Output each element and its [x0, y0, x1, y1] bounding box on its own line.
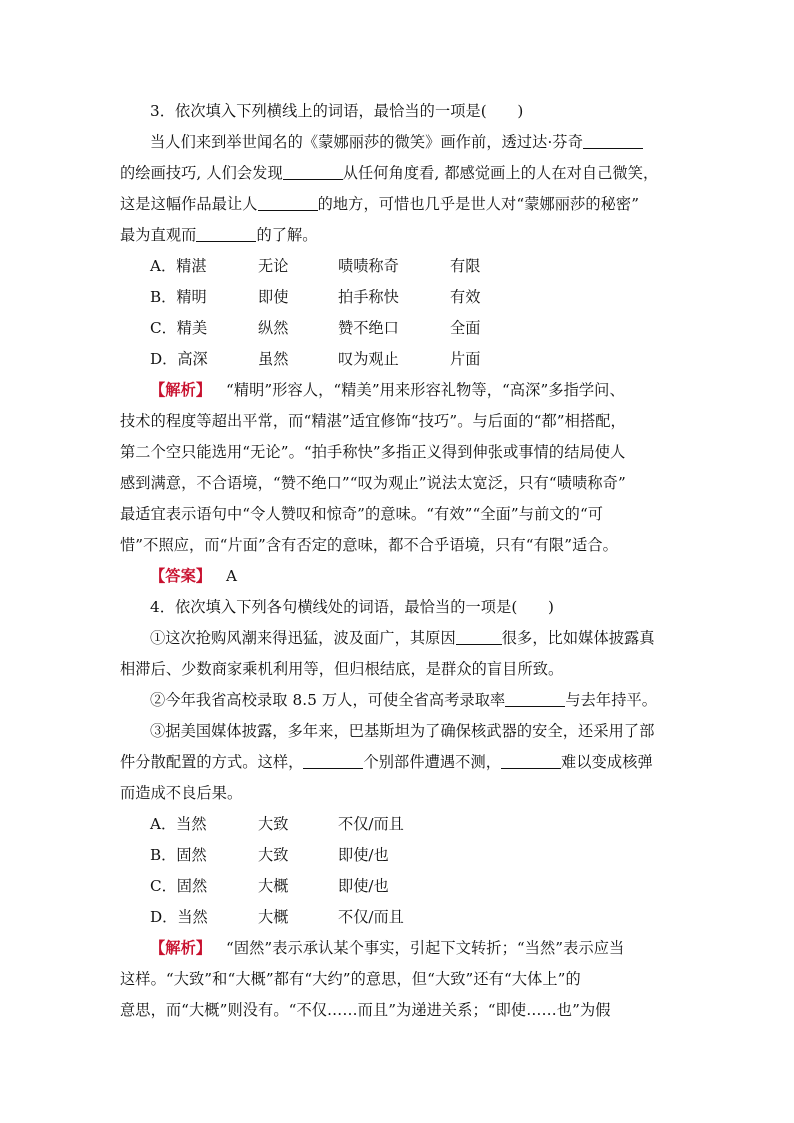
analysis-tag: 【解析】 [150, 381, 212, 399]
q4-blank-4 [501, 749, 561, 769]
q3-blank-4 [196, 222, 256, 242]
q3-passage-line-2: 的绘画技巧, 人们会发现 从任何角度看, 都感觉画上的人在对自己微笑， [120, 158, 676, 189]
q4-option-d: D．当然 大概 不仅/而且 [150, 908, 404, 926]
q3-analysis-line-4: 感到满意，不合语境，“赞不绝口”“叹为观止”说法太宽泛，只有“啧啧称奇” [120, 474, 626, 492]
q3-passage-line-1: 当人们来到举世闻名的《蒙娜丽莎的微笑》画作前，透过达·芬奇 [120, 127, 676, 158]
q3-option-b: B．精明 即使 拍手称快 有效 [150, 288, 481, 306]
q3-blank-1 [583, 129, 643, 149]
q3-analysis-line-2: 技术的程度等超出平常，而“精湛”适宜修饰“技巧”。与后面的“都”相搭配， [120, 412, 626, 430]
q4-analysis-line-2: 这样。“大致”和“大概”都有“大约”的意思，但“大致”还有“大体上”的 [120, 970, 581, 988]
q3-passage-line-3: 这是这幅作品最让人 的地方，可惜也几乎是世人对“蒙娜丽莎的秘密” [120, 189, 676, 220]
q4-option-a: A．当然 大致 不仅/而且 [150, 815, 404, 833]
answer-tag: 【答案】 [150, 567, 212, 585]
q4-blank-3 [303, 749, 363, 769]
document-content [120, 96, 676, 1026]
q3-analysis-line-3: 第二个空只能选用“无论”。“拍手称快”多指正义得到伸张或事情的结局使人 [120, 443, 626, 461]
q3-analysis-line-6: 惜”不照应，而“片面”含有否定的意味，都不合乎语境，只有“有限”适合。 [120, 536, 618, 554]
q4-option-c: C．固然 大概 即使/也 [150, 877, 389, 895]
q3-option-c: C．精美 纵然 赞不绝口 全面 [150, 319, 481, 337]
q4-blank-2 [505, 687, 565, 707]
q4-sentence-3-line-2: 件分散配置的方式。这样， 个别部件遭遇不测， 难以变成核弹 [120, 747, 676, 778]
q3-blank-3 [258, 191, 318, 211]
q4-sentence-3-line-1: ③据美国媒体披露，多年来，巴基斯坦为了确保核武器的安全，还采用了部 [150, 722, 655, 740]
q4-analysis-line-1: 【解析】 “固然”表示承认某个事实，引起下文转折；“当然”表示应当 [150, 939, 625, 957]
q4-blank-1 [456, 625, 502, 645]
q3-option-a: A．精湛 无论 啧啧称奇 有限 [150, 257, 481, 275]
q3-answer-value: A [225, 567, 238, 585]
q4-sentence-1-line-2: 相滞后、少数商家乘机利用等，但归根结底，是群众的盲目所致。 [120, 660, 564, 678]
q4-stem: 4．依次填入下列各句横线处的词语，最恰当的一项是( ) [150, 598, 555, 616]
q3-blank-2 [283, 160, 343, 180]
q4-analysis-line-3: 意思，而“大概”则没有。“不仅……而且”为递进关系；“即使……也”为假 [120, 1001, 611, 1019]
q3-answer [120, 561, 676, 592]
q3-passage-line-4: 最为直观而 的了解。 [120, 220, 676, 251]
q4-sentence-2: ②今年我省高校录取 8.5 万人，可使全省高考录取率 与去年持平。 [120, 685, 676, 716]
analysis-tag: 【解析】 [150, 939, 212, 957]
q3-analysis-line-5: 最适宜表示语句中“令人赞叹和惊奇”的意味。“有效”“全面”与前文的“可 [120, 505, 604, 523]
q3-analysis-line-1: 【解析】 “精明”形容人，“精美”用来形容礼物等，“高深”多指学问、 [150, 381, 625, 399]
q3-option-d: D．高深 虽然 叹为观止 片面 [150, 350, 481, 368]
q4-option-b: B．固然 大致 即使/也 [150, 846, 389, 864]
q4-sentence-3-line-3: 而造成不良后果。 [120, 784, 243, 802]
q4-sentence-1-line-1: ①这次抢购风潮来得迅猛，波及面广，其原因 很多，比如媒体披露真 [120, 623, 676, 654]
q3-stem: 3．依次填入下列横线上的词语，最恰当的一项是( ) [150, 102, 524, 120]
